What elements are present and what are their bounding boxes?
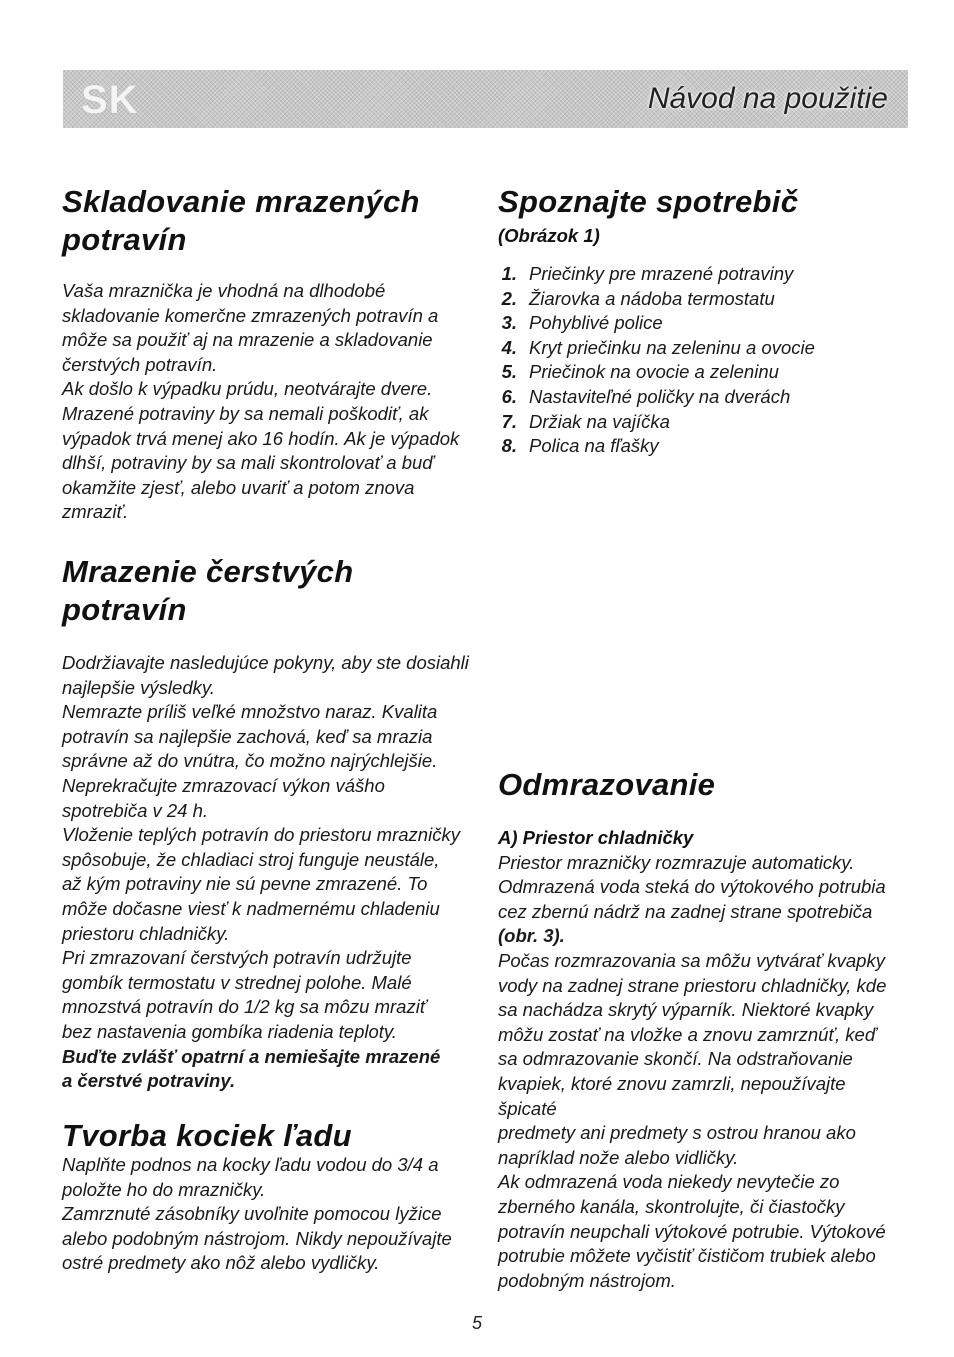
list-item: 3. Pohyblivé police bbox=[501, 312, 663, 334]
figure-reference: (Obrázok 1) bbox=[498, 225, 600, 246]
paragraph: Vaša mraznička je vhodná na dlhodobé skladovanie komerčne zmrazených potravín a môže sa použiť aj na mrazenie a skladovanie čerstvých potravín. Ak došlo k výpadku prúdu, neotvárajte dvere. Mrazené potraviny by sa nemali poškodiť, ak výpadok trvá menej ako 16 hodín. Ak je výpadok dlhší, potraviny by sa mali skontrolovať a buď okamžite zjesť, alebo uvariť a potom znova zmraziť. bbox=[62, 280, 460, 523]
warning-text: Buďte zvlášť opatrní a nemiešajte mrazené bbox=[62, 1045, 441, 1067]
section-title: Skladovanie mrazených potravín bbox=[62, 184, 420, 257]
section-storage-text bbox=[62, 279, 472, 525]
section-title: Tvorba kociek ľadu bbox=[62, 1118, 352, 1153]
section-defrosting-text bbox=[498, 826, 908, 1293]
section-freezing-text bbox=[62, 651, 472, 1094]
header-band bbox=[63, 70, 908, 128]
paragraph: Priestor mrazničky rozmrazuje automaticky. Odmrazená voda steká do výtokového potrubia cez zbernú nádrž na zadnej strane spotrebiča (obr. 3). Počas rozmrazovania sa môžu vytvárať kvapky vody na zadnej strane priestoru chladničky, kde sa nachádza skrytý výparník. Niektoré kvapky môžu zostať na vložke a znovu zamrznúť, keď sa odmrazovanie skončí. Na odstraňovanie kvapiek, ktoré znovu zamrzli, nepoužívajte špicaté predmety ani predmety s ostrou hranou ako napríklad nože alebo vidličky. Ak odmrazená voda niekedy nevytečie zo zberného kanála, skontrolujte, či čiastočky potravín neupchali výtokové potrubie. Výtokové potrubie môžete vyčistiť čističom trubiek alebo podobným nástrojom. bbox=[498, 851, 887, 1291]
section-title: Odmrazovanie bbox=[498, 767, 716, 802]
section-defrosting bbox=[498, 766, 908, 804]
page-number: 5 bbox=[471, 1313, 482, 1333]
language-code: SK bbox=[81, 78, 139, 122]
section-storage bbox=[62, 183, 472, 259]
list-item: 6. Nastaviteľné poličky na dverách bbox=[501, 385, 791, 407]
document-title: Návod na použitie bbox=[647, 82, 888, 115]
list-item: 5. Priečinok na ovocie a zeleninu bbox=[501, 361, 779, 383]
paragraph: Dodržiavajte nasledujúce pokyny, aby ste dosiahli najlepšie výsledky. Nemrazte príliš veľké množstvo naraz. Kvalita potravín sa najlepšie zachová, keď sa mrazia správne až do vnútra, čo možno najrýchlejšie. Neprekračujte zmrazovací výkon vášho spotrebiča v 24 h. Vloženie teplých potravín do priestoru mrazničky spôsobuje, že chladiaci stroj funguje neustále, až kým potraviny nie sú pevne zmrazené. To môže dočasne viesť k nadmernému chladeniu priestoru chladničky. Pri zmrazovaní čerstvých potravín udržujte gombík termostatu v strednej polohe. Malé mnozstvá potravín do 1/2 kg sa môzu mraziť bez nastavenia gombíka riadenia teploty. Buďte zvlášť opatrní a nemiešajte mrazené a čerstvé potraviny. bbox=[62, 652, 469, 1092]
paragraph: Naplňte podnos na kocky ľadu vodou do 3/4 a položte ho do mrazničky. Zamrznuté zásobníky uvoľnite pomocou lyžice alebo podobným nástrojom. Nikdy nepoužívajte ostré predmety ako nôž alebo vydličky. bbox=[62, 1154, 452, 1274]
list-item: 8. Polica na fľašky bbox=[501, 435, 659, 457]
section-ice-cubes bbox=[62, 1117, 472, 1155]
list-item: 7. Držiak na vajíčka bbox=[501, 410, 670, 432]
section-title: Mrazenie čerstvých potravín bbox=[62, 554, 354, 627]
section-ice-cubes-text bbox=[62, 1153, 472, 1276]
section-appliance-subtitle bbox=[498, 224, 908, 249]
figure-reference: (obr. 3). bbox=[498, 925, 565, 947]
warning-text: a čerstvé potraviny. bbox=[62, 1070, 236, 1092]
list-item: 1. Priečinky pre mrazené potraviny bbox=[501, 263, 794, 284]
subheading: A) Priestor chladničky bbox=[498, 827, 694, 848]
parts-list bbox=[470, 262, 910, 459]
section-appliance bbox=[498, 183, 908, 221]
list-item: 4. Kryt priečinku na zeleninu a ovocie bbox=[501, 336, 815, 358]
list-item: 2. Žiarovka a nádoba termostatu bbox=[501, 287, 775, 309]
section-freezing bbox=[62, 553, 472, 629]
section-title: Spoznajte spotrebič bbox=[498, 184, 799, 219]
